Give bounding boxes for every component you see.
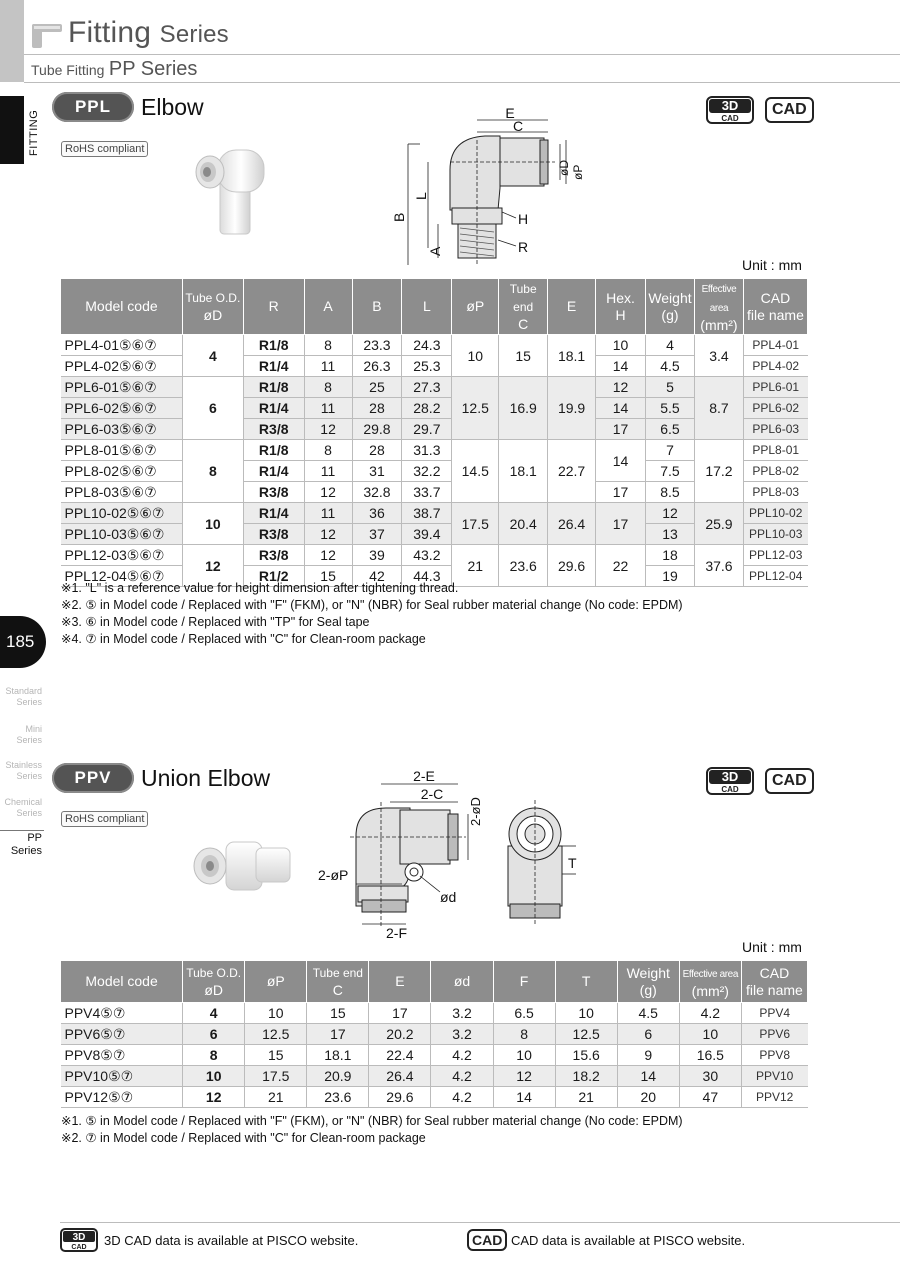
ppv-3d-cad-icon[interactable] xyxy=(706,767,754,795)
footer-divider xyxy=(60,1222,900,1223)
ppl-dim-c: C xyxy=(512,118,524,134)
col-tube-od: Tube O.D. øD xyxy=(182,279,243,335)
ppv-dim-d: 2-øD xyxy=(468,797,483,826)
ppl-title: Elbow xyxy=(141,94,204,120)
ppv-spec-table xyxy=(60,960,808,1108)
ppv-3d-cad-top: 3D xyxy=(721,769,739,784)
side-item-pp[interactable]: PP Series xyxy=(10,832,42,857)
table-row: PPL6-03⑤⑥⑦ R3/8 12 29.8 29.7 17 6.5 PPL6-03 xyxy=(61,419,808,440)
side-item-stainless[interactable]: Stainless Series xyxy=(5,760,42,781)
ppv-dim-e: 2-E xyxy=(413,768,435,784)
col-tube-end: Tube end C xyxy=(499,279,548,335)
table-row: PPL4-02⑤⑥⑦ R1/4 11 26.3 25.3 14 4.5 PPL4-02 xyxy=(61,356,808,377)
table-row: PPL8-03⑤⑥⑦ R3/8 12 32.8 33.7 17 8.5 PPL8-03 xyxy=(61,482,808,503)
ppv-unit-label: Unit : mm xyxy=(742,939,802,955)
table-row: PPV6⑤⑦ 6 12.5 17 20.2 3.2 8 12.5 6 10 PPV6 xyxy=(61,1024,808,1045)
col-p: øP xyxy=(452,279,499,335)
ppl-unit-label: Unit : mm xyxy=(742,257,802,273)
ppl-3d-cad-bottom: CAD xyxy=(721,114,739,123)
ppv-rohs-badge: RoHS compliant xyxy=(61,811,148,827)
ppl-rohs-badge: RoHS compliant xyxy=(61,141,148,157)
fitting-tab[interactable] xyxy=(0,96,24,164)
col-l: L xyxy=(402,279,452,335)
ppl-spec-table xyxy=(60,278,808,587)
header-divider-2 xyxy=(24,82,900,83)
col-hex: Hex. H xyxy=(596,279,646,335)
ppl-dim-r: R xyxy=(518,239,529,255)
col-r: R xyxy=(243,279,304,335)
table-row: PPL6-02⑤⑥⑦ R1/4 11 28 28.2 14 5.5 PPL6-02 xyxy=(61,398,808,419)
col-e: E xyxy=(548,279,596,335)
ppv-3d-cad-bottom: CAD xyxy=(721,785,739,794)
footer-3d-cad-top: 3D xyxy=(72,1232,86,1243)
table-row: PPV4⑤⑦ 4 10 15 17 3.2 6.5 10 4.5 4.2 PPV4 xyxy=(61,1003,808,1024)
table-row: PPV10⑤⑦ 10 17.5 20.9 26.4 4.2 12 18.2 14 30 PPV10 xyxy=(61,1066,808,1087)
ppl-note-2: ※2. ⑤ in Model code / Replaced with "F" (FKM), or "N" (NBR) for Seal rubber material change (No code: EPDM) xyxy=(61,598,683,612)
col-model-code: Model code xyxy=(61,961,183,1003)
col-p: øP xyxy=(245,961,307,1003)
col-f: F xyxy=(493,961,555,1003)
ppv-dimension-drawing xyxy=(316,766,592,942)
col-weight: Weight (g) xyxy=(617,961,679,1003)
col-tube-end: Tube end C xyxy=(307,961,369,1003)
ppl-badge: PPL xyxy=(52,92,134,122)
col-b: B xyxy=(352,279,402,335)
ppl-note-4: ※4. ⑦ in Model code / Replaced with "C" for Clean-room package xyxy=(61,632,426,646)
table-row: PPL4-01⑤⑥⑦ 4 R1/8 8 23.3 24.3 10 15 18.1 10 4 3.4 PPL4-01 xyxy=(61,335,808,356)
ppl-cad-icon[interactable]: CAD xyxy=(765,97,814,123)
ppl-3d-cad-icon[interactable] xyxy=(706,96,754,124)
table-row: PPL8-02⑤⑥⑦ R1/4 11 31 32.2 7.5 PPL8-02 xyxy=(61,461,808,482)
footer-cad-icon: CAD xyxy=(467,1229,507,1251)
ppl-note-3: ※3. ⑥ in Model code / Replaced with "TP" for Seal tape xyxy=(61,615,370,629)
ppv-dim-c: 2-C xyxy=(420,786,444,802)
side-item-standard[interactable]: Standard Series xyxy=(5,686,42,707)
ppv-note-2: ※2. ⑦ in Model code / Replaced with "C" for Clean-room package xyxy=(61,1131,426,1145)
side-active-divider xyxy=(0,830,44,831)
page-title: Fitting Series xyxy=(68,16,229,49)
ppl-dim-a: A xyxy=(427,246,443,256)
col-a: A xyxy=(304,279,352,335)
ppl-dim-b: B xyxy=(391,212,407,222)
ppl-dim-e: E xyxy=(505,105,515,121)
table-row: PPV8⑤⑦ 8 15 18.1 22.4 4.2 10 15.6 9 16.5 PPV8 xyxy=(61,1045,808,1066)
ppv-note-1: ※1. ⑤ in Model code / Replaced with "F" (FKM), or "N" (NBR) for Seal rubber material change (No code: EPDM) xyxy=(61,1114,683,1128)
ppl-dim-d: øD xyxy=(557,160,571,176)
ppl-3d-cad-top: 3D xyxy=(721,98,739,113)
col-model-code: Model code xyxy=(61,279,183,335)
side-item-mini[interactable]: Mini Series xyxy=(16,724,42,745)
col-d: ød xyxy=(431,961,493,1003)
fitting-tab-label: FITTING xyxy=(28,109,40,156)
table-row: PPV12⑤⑦ 12 21 23.6 29.6 4.2 14 21 20 47 PPV12 xyxy=(61,1087,808,1108)
col-cad-file: CAD file name xyxy=(741,961,807,1003)
ppv-title: Union Elbow xyxy=(141,765,271,791)
ppl-dim-l: L xyxy=(413,192,429,200)
ppv-product-image xyxy=(190,834,294,898)
header-divider xyxy=(24,54,900,55)
footer-3d-cad-icon xyxy=(60,1228,98,1252)
col-weight: Weight (g) xyxy=(645,279,694,335)
table-row: PPL12-03⑤⑥⑦ 12 R3/8 12 39 43.2 21 23.6 29.6 22 18 37.6 PPL12-03 xyxy=(61,545,808,566)
table-row: PPL10-02⑤⑥⑦ 10 R1/4 11 36 38.7 17.5 20.4 26.4 17 12 25.9 PPL10-02 xyxy=(61,503,808,524)
col-t: T xyxy=(555,961,617,1003)
col-e: E xyxy=(369,961,431,1003)
ppl-dimension-drawing xyxy=(390,100,590,270)
table-row: PPL12-04⑤⑥⑦ R1/2 15 42 44.3 19 PPL12-04 xyxy=(61,566,808,587)
ppl-note-1: ※1. "L" is a reference value for height dimension after tightening thread. xyxy=(61,581,459,595)
ppv-cad-icon[interactable]: CAD xyxy=(765,768,814,794)
footer-3d-cad-text: 3D CAD data is available at PISCO website. xyxy=(104,1233,359,1248)
ppl-dim-p: øP xyxy=(571,164,585,180)
col-cad-file: CAD file name xyxy=(743,279,807,335)
ppv-dim-t: T xyxy=(568,855,577,871)
page-subtitle: Tube Fitting PP Series xyxy=(31,58,198,80)
ppl-notes xyxy=(61,580,683,648)
col-tube-od: Tube O.D. øD xyxy=(183,961,245,1003)
table-row: PPL10-03⑤⑥⑦ R3/8 12 37 39.4 13 PPL10-03 xyxy=(61,524,808,545)
footer-3d-cad-bottom: CAD xyxy=(71,1244,87,1251)
ppv-dim-p: 2-øP xyxy=(318,867,349,883)
ppl-product-image xyxy=(190,148,274,244)
table-row: PPL6-01⑤⑥⑦ 6 R1/8 8 25 27.3 12.5 16.9 19.9 12 5 8.7 PPL6-01 xyxy=(61,377,808,398)
page-number: 185 xyxy=(6,632,35,651)
ppv-dim-f: 2-F xyxy=(386,925,407,941)
ppv-badge: PPV xyxy=(52,763,134,793)
fitting-logo-icon xyxy=(30,22,64,50)
table-row: PPL8-01⑤⑥⑦ 8 R1/8 8 28 31.3 14.5 18.1 22.7 14 7 17.2 PPL8-01 xyxy=(61,440,808,461)
ppv-dim-d-small: ød xyxy=(440,889,457,905)
ppv-notes xyxy=(61,1113,683,1147)
side-item-chemical[interactable]: Chemical Series xyxy=(4,797,42,818)
header-strip xyxy=(0,0,24,82)
col-effective-area: Effective area (mm²) xyxy=(694,279,743,335)
col-effective-area: Effective area (mm²) xyxy=(679,961,741,1003)
ppl-dim-h: H xyxy=(518,211,529,227)
footer-cad-text: CAD data is available at PISCO website. xyxy=(511,1233,746,1248)
